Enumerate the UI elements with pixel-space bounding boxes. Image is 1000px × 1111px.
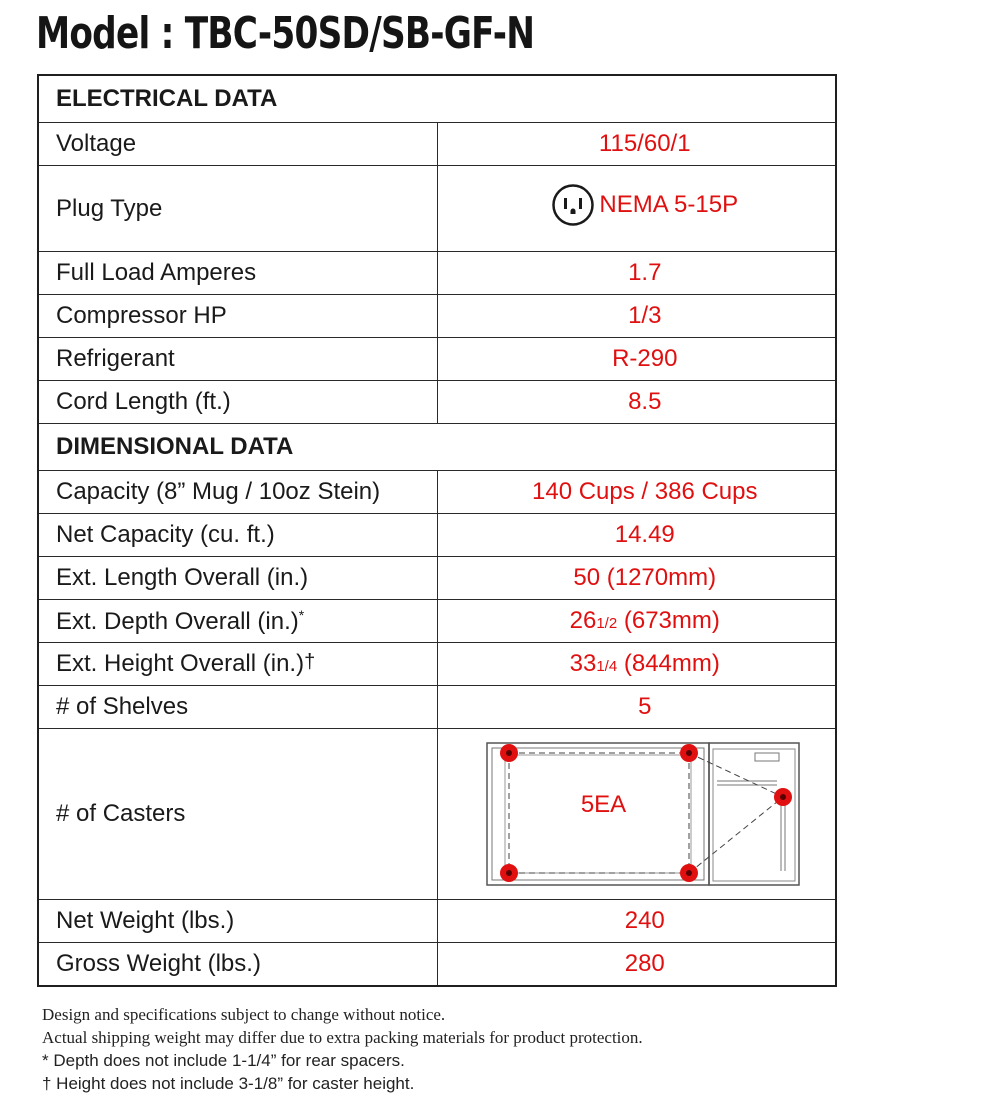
ext-length-label: Ext. Length Overall (in.) xyxy=(38,557,437,600)
cord-length-label: Cord Length (ft.) xyxy=(38,381,437,424)
voltage-value: 115/60/1 xyxy=(437,123,836,166)
net-weight-value: 240 xyxy=(437,900,836,943)
caster-dot xyxy=(774,788,792,806)
ext-height-fraction: 1/4 xyxy=(596,658,618,675)
page-title: Model : TBC-50SD/SB-GF-N xyxy=(36,8,535,59)
refrigerant-label: Refrigerant xyxy=(38,338,437,381)
section-header-row xyxy=(38,424,836,471)
table-row xyxy=(38,686,836,729)
compressor-hp-label: Compressor HP xyxy=(38,295,437,338)
capacity-value: 140 Cups / 386 Cups xyxy=(437,471,836,514)
ext-depth-whole: 26 xyxy=(569,607,597,634)
table-row xyxy=(38,900,836,943)
caster-dot xyxy=(680,864,698,882)
plug-type-value xyxy=(551,183,738,227)
ext-height-value xyxy=(437,643,836,686)
net-capacity-value: 14.49 xyxy=(437,514,836,557)
gross-weight-value: 280 xyxy=(437,943,836,987)
ext-depth-fraction: 1/2 xyxy=(596,615,618,632)
full-load-amperes-value: 1.7 xyxy=(437,252,836,295)
note-depth: * Depth does not include 1-1/4” for rear spacers. xyxy=(42,1051,405,1070)
table-row xyxy=(38,381,836,424)
ext-height-label: Ext. Height Overall (in.) xyxy=(56,650,305,677)
table-row xyxy=(38,295,836,338)
note-height: † Height does not include 3-1/8” for caster height. xyxy=(42,1074,415,1093)
gross-weight-label: Gross Weight (lbs.) xyxy=(38,943,437,987)
net-weight-label: Net Weight (lbs.) xyxy=(38,900,437,943)
ext-depth-value xyxy=(437,600,836,643)
footnotes xyxy=(42,1003,643,1095)
refrigerant-value: R-290 xyxy=(437,338,836,381)
ext-depth-label-cell xyxy=(38,600,437,643)
full-load-amperes-label: Full Load Amperes xyxy=(38,252,437,295)
net-capacity-label: Net Capacity (cu. ft.) xyxy=(38,514,437,557)
casters-value: 5EA xyxy=(580,791,627,818)
note-design-change: Design and specifications subject to change without notice. xyxy=(42,1005,446,1024)
ext-height-whole: 33 xyxy=(569,650,597,677)
table-row xyxy=(38,514,836,557)
plug-type-text: NEMA 5-15P xyxy=(599,191,739,218)
table-row xyxy=(38,123,836,166)
ext-height-label-cell xyxy=(38,643,437,686)
table-row xyxy=(38,471,836,514)
caster-dot xyxy=(500,744,518,762)
capacity-label: Capacity (8” Mug / 10oz Stein) xyxy=(38,471,437,514)
shelves-value: 5 xyxy=(437,686,836,729)
ext-height-metric: (844mm) xyxy=(617,650,720,677)
caster-dot xyxy=(500,864,518,882)
casters-label: # of Casters xyxy=(38,729,437,900)
plug-type-label: Plug Type xyxy=(38,166,437,252)
shelves-label: # of Shelves xyxy=(38,686,437,729)
table-row xyxy=(38,600,836,643)
ext-height-footnote-mark: † xyxy=(304,651,316,673)
table-row xyxy=(38,943,836,987)
section-dimensional: DIMENSIONAL DATA xyxy=(38,424,836,471)
table-row xyxy=(38,252,836,295)
ext-depth-footnote-mark: * xyxy=(298,606,305,623)
casters-value-cell xyxy=(437,729,836,900)
voltage-label: Voltage xyxy=(38,123,437,166)
table-row xyxy=(38,557,836,600)
spec-table xyxy=(37,74,837,987)
caster-layout-diagram xyxy=(485,741,801,889)
nema-plug-icon xyxy=(551,183,595,227)
section-header-row xyxy=(38,75,836,123)
caster-dot xyxy=(680,744,698,762)
ext-length-value: 50 (1270mm) xyxy=(437,557,836,600)
cord-length-value: 8.5 xyxy=(437,381,836,424)
table-row xyxy=(38,643,836,686)
compressor-hp-value: 1/3 xyxy=(437,295,836,338)
ext-depth-label: Ext. Depth Overall (in.) xyxy=(56,607,299,635)
table-row xyxy=(38,166,836,252)
plug-type-value-cell xyxy=(437,166,836,252)
table-row xyxy=(38,338,836,381)
table-row xyxy=(38,729,836,900)
note-shipping-weight: Actual shipping weight may differ due to extra packing materials for product protection. xyxy=(42,1028,643,1047)
ext-depth-metric: (673mm) xyxy=(617,607,720,634)
section-electrical: ELECTRICAL DATA xyxy=(38,75,836,123)
